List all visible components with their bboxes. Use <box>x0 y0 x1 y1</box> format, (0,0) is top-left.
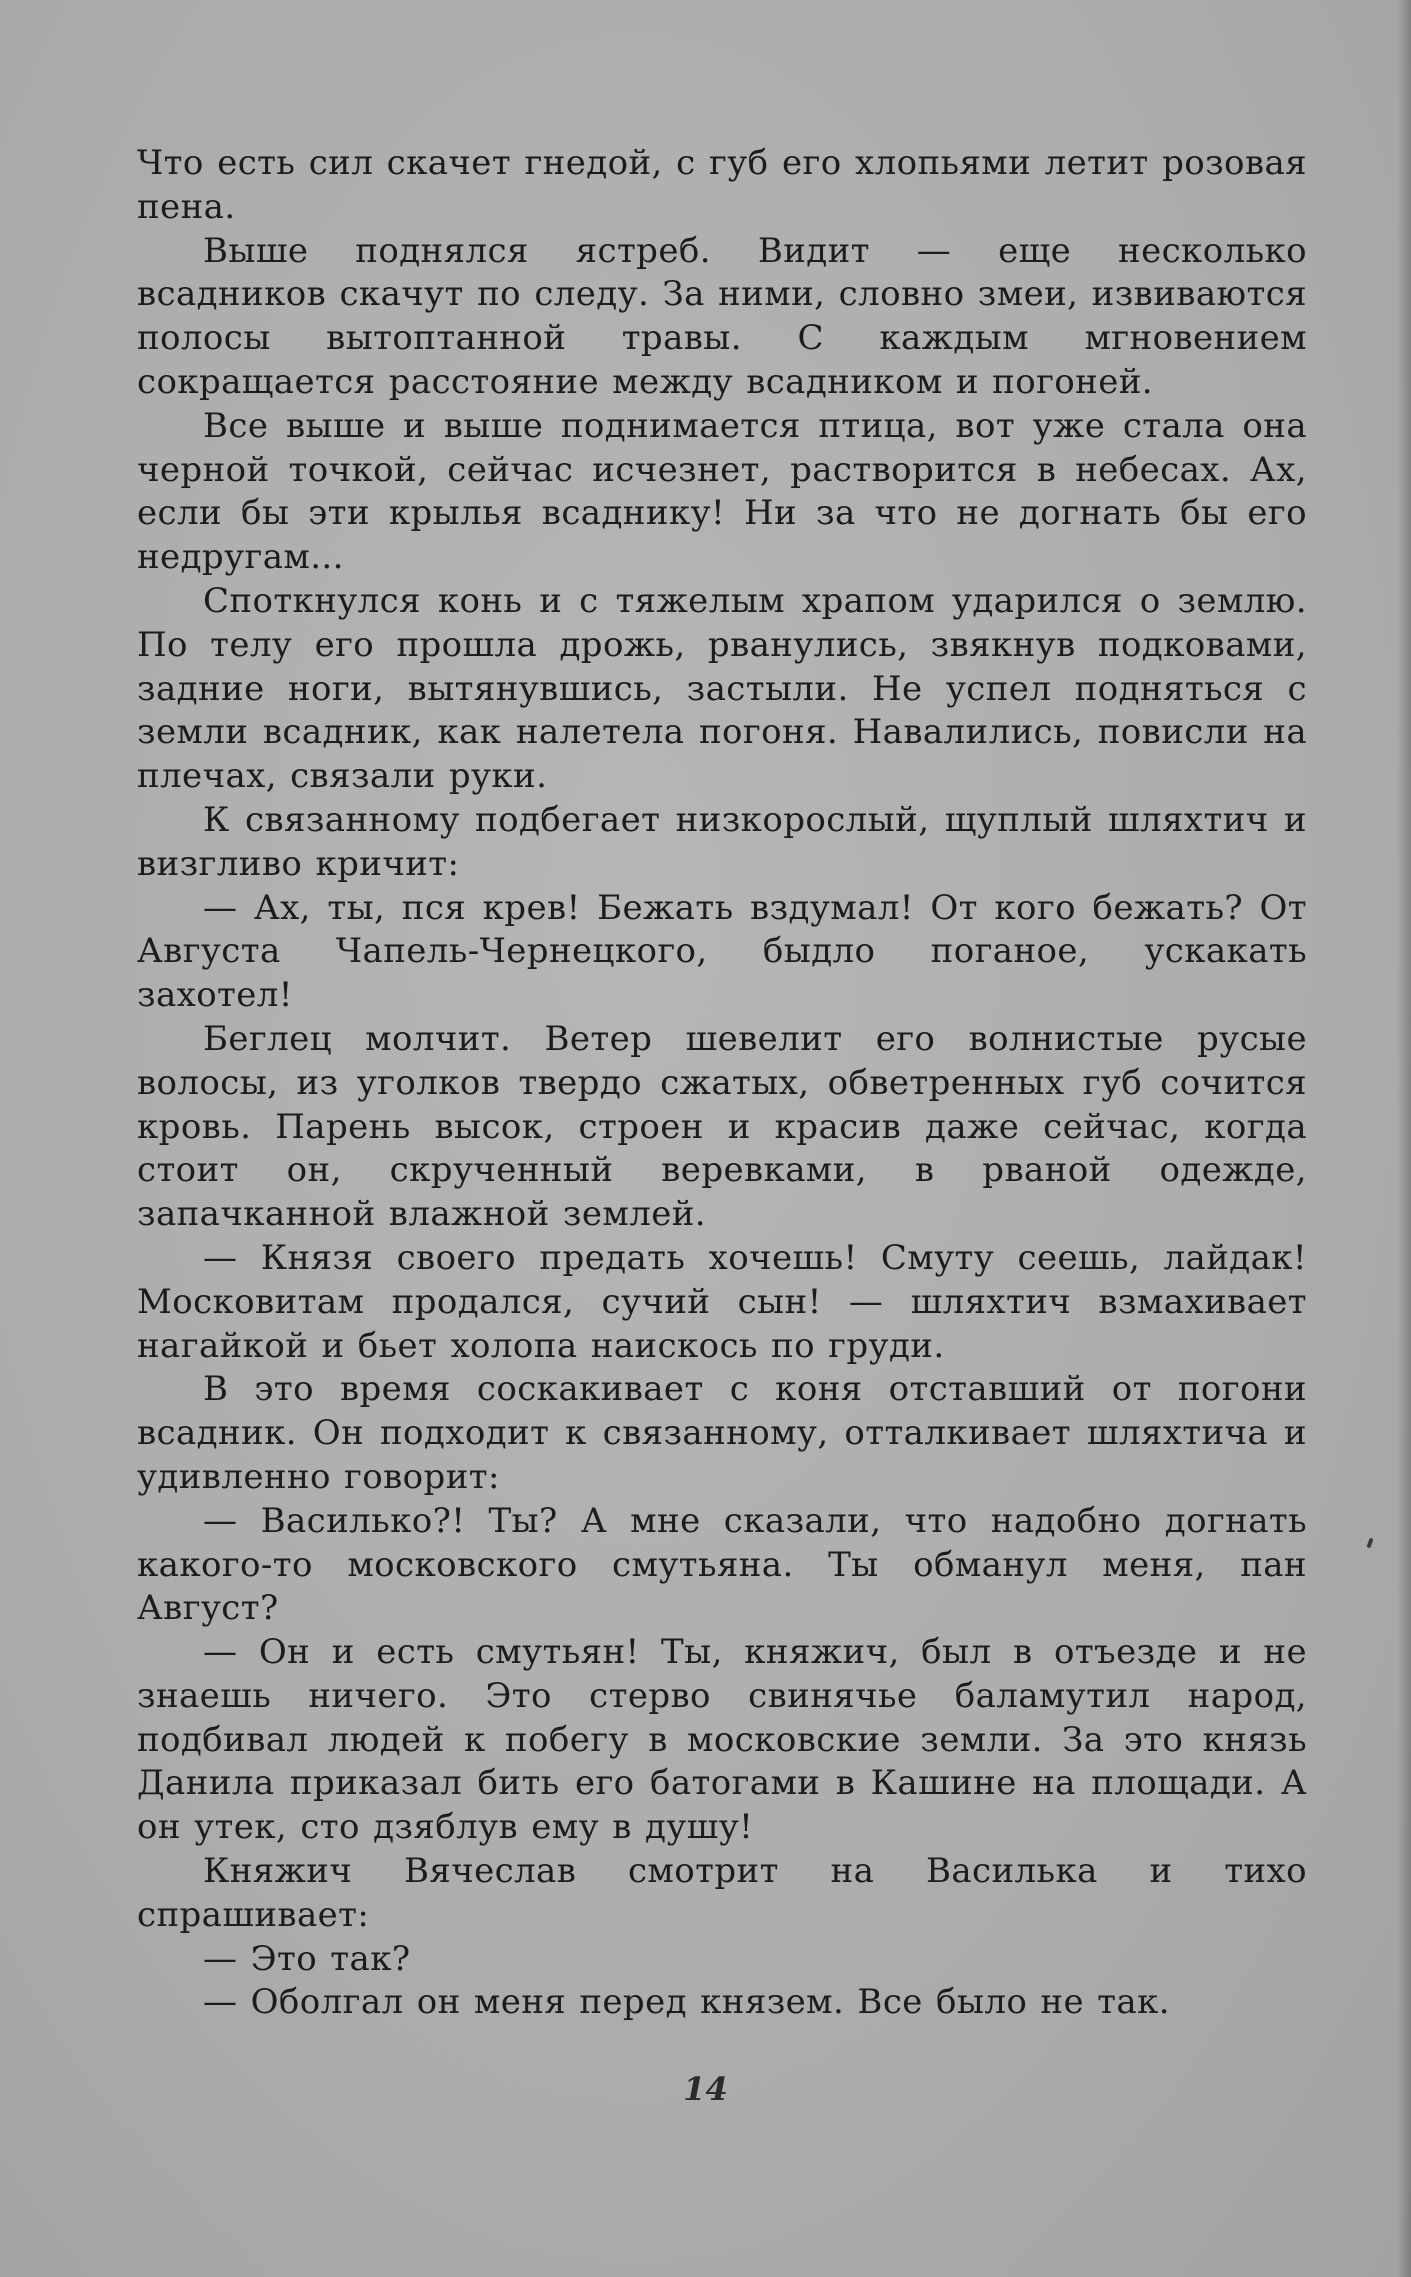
paragraph-9: В это время соскакивает с коня отставший от погони всадник. Он подходит к связанному, отталкивает шляхтича и удивленно говорит: <box>137 1369 1307 1497</box>
paragraph-4: Споткнулся конь и с тяжелым храпом ударился о землю. По телу его прошла дрожь, рванулись, звякнув подковами, задние ноги, вытянувшись, застыли. Не успел подняться с земли всадник, как налетела погоня. Навалились, повисли на плечах, связали руки. <box>137 580 1307 797</box>
paragraph-2: Выше поднялся ястреб. Видит — еще несколько всадников скачут по следу. За ними, словно змеи, извиваются полосы вытоптанной травы. С каждым мгновением сокращается расстояние между всадником и погоней. <box>137 230 1307 402</box>
body-text <box>137 142 1307 2025</box>
paragraph-1: Что есть сил скачет гнедой, с губ его хлопьями летит розовая пена. <box>137 143 1307 227</box>
paragraph-10: — Василько?! Ты? А мне сказали, что надобно догнать какого-то московского смутьяна. Ты обманул меня, пан Август? <box>137 1500 1307 1629</box>
paragraph-7: Беглец молчит. Ветер шевелит его волнистые русые волосы, из уголков твердо сжатых, обветренных губ сочится кровь. Парень высок, строен и красив даже сейчас, когда стоит он, скрученный веревками, в рваной одежде, запачканной влажной землей. <box>137 1018 1307 1235</box>
scan-speck <box>1366 1538 1373 1549</box>
paragraph-12: Княжич Вячеслав смотрит на Василька и тихо спрашивает: <box>137 1851 1307 1935</box>
paragraph-8: — Князя своего предать хочешь! Смуту сеешь, лайдак! Московитам продался, сучий сын! — шляхтич взмахивает нагайкой и бьет холопа наискось по груди. <box>137 1237 1307 1366</box>
paragraph-6: — Ах, ты, пся крев! Бежать вздумал! От кого бежать? От Августа Чапель-Чернецкого, быдло поганое, ускакать захотел! <box>137 887 1307 1016</box>
paragraph-5: К связанному подбегает низкорослый, щуплый шляхтич и визгливо кричит: <box>137 799 1307 884</box>
page-edge-shadow <box>1397 0 1411 2277</box>
paragraph-13: — Это так? <box>203 1938 411 1979</box>
paragraph-3: Все выше и выше поднимается птица, вот уже стала она черной точкой, сейчас исчезнет, растворится в небесах. Ах, если бы эти крылья всаднику! Ни за что не догнать бы его недругам... <box>137 405 1307 578</box>
paragraph-14: — Оболгал он меня перед князем. Все было не так. <box>203 1982 1170 2023</box>
paragraph-11: — Он и есть смутьян! Ты, княжич, был в отъезде и не знаешь ничего. Это стерво свинячье баламутил народ, подбивал людей к побегу в московские земли. За это князь Данила приказал бить его батогами в Кашине на площади. А он утек, сто дзяблув ему в душу! <box>137 1632 1307 1848</box>
page-number: 14 <box>683 2070 728 2108</box>
